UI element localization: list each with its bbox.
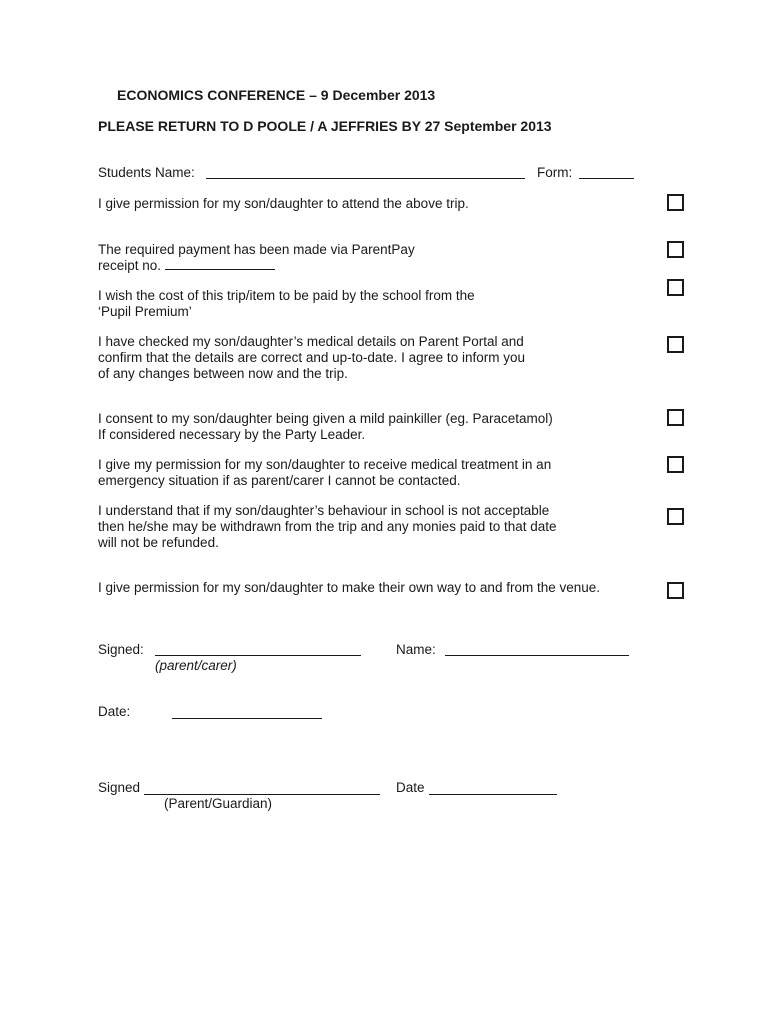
checkbox-payment[interactable] bbox=[667, 241, 684, 258]
parent-carer-caption: (parent/carer) bbox=[155, 658, 237, 673]
checkbox-painkiller[interactable] bbox=[667, 409, 684, 426]
statement-medical-details: I have checked my son/daughter’s medical details on Parent Portal and confirm that the details are correct and up-to-date. I agree to inform you of any changes between now and the trip. bbox=[98, 334, 525, 381]
guardian-date-label: Date bbox=[396, 780, 425, 795]
statement-painkiller: I consent to my son/daughter being given a mild painkiller (eg. Paracetamol) If considered necessary by the Party Leader. bbox=[98, 411, 553, 442]
checkbox-attend[interactable] bbox=[667, 194, 684, 211]
checkbox-behaviour[interactable] bbox=[667, 508, 684, 525]
parent-guardian-caption: (Parent/Guardian) bbox=[164, 796, 273, 811]
checkbox-own-way[interactable] bbox=[667, 582, 684, 599]
statement-own-way: I give permission for my son/daughter to make their own way to and from the venue. bbox=[98, 580, 600, 595]
form-label: Form: bbox=[537, 165, 573, 180]
name-label: Name: bbox=[396, 642, 436, 657]
statement-payment: The required payment has been made via ParentPay receipt no. bbox=[98, 242, 415, 273]
form-field[interactable] bbox=[579, 166, 634, 179]
parent-name-field[interactable] bbox=[445, 643, 629, 656]
checkbox-medical-details[interactable] bbox=[667, 336, 684, 353]
checkbox-medical-treatment[interactable] bbox=[667, 456, 684, 473]
students-name-field[interactable] bbox=[206, 166, 525, 179]
statement-behaviour: I understand that if my son/daughter’s behaviour in school is not acceptable then he/she may be withdrawn from the trip and any monies paid to that date will not be refunded. bbox=[98, 503, 557, 550]
parent-signature-field[interactable] bbox=[155, 643, 361, 656]
guardian-signature-field[interactable] bbox=[144, 782, 380, 795]
statement-attend: I give permission for my son/daughter to attend the above trip. bbox=[98, 196, 469, 211]
checkbox-pupil-premium[interactable] bbox=[667, 279, 684, 296]
statement-medical-treatment: I give my permission for my son/daughter to receive medical treatment in an emergency situation if as parent/carer I cannot be contacted. bbox=[98, 457, 552, 488]
guardian-date-field[interactable] bbox=[429, 782, 557, 795]
date-field[interactable] bbox=[172, 706, 322, 719]
signed-label: Signed: bbox=[98, 642, 144, 657]
students-name-label: Students Name: bbox=[98, 165, 195, 180]
signed-guardian-label: Signed bbox=[98, 780, 141, 795]
date-label: Date: bbox=[98, 704, 131, 719]
return-notice: PLEASE RETURN TO D POOLE / A JEFFRIES BY 27 September 2013 bbox=[98, 118, 552, 134]
statement-pupil-premium: I wish the cost of this trip/item to be paid by the school from the ‘Pupil Premium’ bbox=[98, 288, 475, 319]
receipt-number-field[interactable] bbox=[165, 258, 275, 270]
form-title: ECONOMICS CONFERENCE – 9 December 2013 bbox=[117, 87, 436, 103]
